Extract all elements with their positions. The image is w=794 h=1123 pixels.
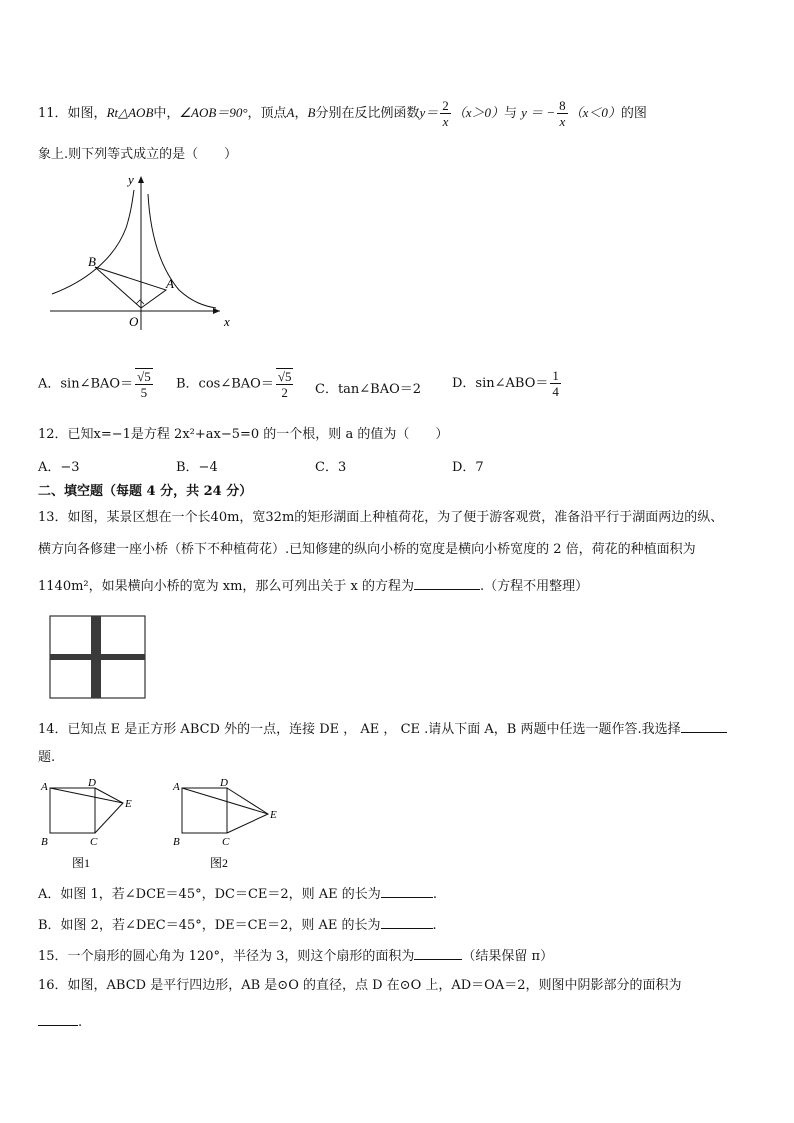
q11-a-den: 5 bbox=[135, 384, 153, 400]
q14-a-answer-blank[interactable] bbox=[381, 883, 433, 898]
q11-d-num: 1 bbox=[552, 368, 559, 383]
q14-option-b-text: B．如图 2，若∠DEC＝45°，DE＝CE＝2，则 AE 的长为 bbox=[38, 918, 381, 933]
q11-f2-num: 8 bbox=[559, 98, 566, 113]
q14-option-a-text: A．如图 1，若∠DCE＝45°，DC＝CE＝2，则 AE 的长为 bbox=[38, 887, 381, 902]
q13-line3-end: .（方程不用整理） bbox=[480, 579, 589, 594]
fig1-label-b: B bbox=[41, 836, 48, 848]
q11-d-prefix: D．sin∠ABO＝ bbox=[452, 376, 549, 391]
q11-a-fraction bbox=[135, 368, 153, 400]
q16-end: . bbox=[78, 1015, 83, 1030]
q11-b-fraction bbox=[276, 368, 294, 400]
q14-choice-blank[interactable] bbox=[681, 718, 727, 733]
q11-point-b: B bbox=[307, 105, 316, 120]
fig1-label-a: A bbox=[41, 781, 48, 793]
q11-option-d bbox=[452, 368, 563, 399]
q13-line2: 横方向各修建一座小桥（桥下不种植荷花）.已知修建的纵向小桥的宽度是横向小桥宽度的 2 倍，荷花的种植面积为 bbox=[38, 542, 696, 557]
q12-stem: 12．已知x=−1是方程 2x²+ax−5=0 的一个根，则 a 的值为（ ） bbox=[38, 427, 449, 442]
fig1-label-e: E bbox=[125, 798, 132, 810]
q14-figure-1 bbox=[38, 776, 148, 870]
q11-f1-den: x bbox=[440, 113, 451, 129]
curve-right bbox=[148, 194, 216, 308]
segment-ae bbox=[50, 788, 123, 803]
q11-text: 分别在反比例函数 bbox=[315, 106, 420, 121]
fig1-label-c: C bbox=[90, 836, 98, 848]
fig2-caption: 图2 bbox=[210, 856, 229, 870]
q11-text: 中， bbox=[153, 106, 180, 121]
label-y: y bbox=[128, 172, 134, 187]
q12-option-a: A．−3 bbox=[38, 460, 80, 475]
q11-f1-num: 2 bbox=[442, 98, 449, 113]
label-x: x bbox=[224, 314, 230, 329]
label-o: O bbox=[129, 314, 139, 329]
q15-note: （结果保留 π） bbox=[462, 949, 554, 964]
q14-figure-2 bbox=[170, 776, 290, 870]
q13-line3-text: 1140m²，如果横向小桥的宽为 xm，那么可列出关于 x 的方程为 bbox=[38, 579, 415, 594]
q14-option-a-end: . bbox=[432, 887, 437, 902]
x-axis-arrow-icon bbox=[213, 308, 220, 314]
q11-text: 如图， bbox=[67, 106, 107, 121]
q11-a-prefix: A．sin∠BAO＝ bbox=[38, 376, 134, 392]
q11-text: 的图 bbox=[620, 106, 647, 121]
right-angle-mark bbox=[136, 300, 144, 304]
segments-de-ce bbox=[95, 788, 123, 833]
fig1-caption: 图1 bbox=[72, 856, 91, 870]
q15-answer-blank[interactable] bbox=[414, 945, 462, 960]
q11-option-a bbox=[38, 368, 155, 400]
q11-option-b bbox=[176, 368, 295, 400]
curve-left bbox=[52, 190, 134, 294]
label-b: B bbox=[88, 254, 96, 269]
q14-line1 bbox=[38, 718, 727, 740]
q14-line1-text: 14．已知点 E 是正方形 ABCD 外的一点，连接 DE ， AE ， CE .请从下面 A，B 两题中任选一题作答.我选择 bbox=[38, 722, 681, 737]
label-a: A bbox=[166, 276, 174, 291]
q11-number: 11． bbox=[38, 106, 68, 121]
q13-line3 bbox=[38, 575, 588, 597]
q14-b-answer-blank[interactable] bbox=[381, 914, 433, 929]
q14-option-b bbox=[38, 914, 437, 936]
q14-option-a bbox=[38, 883, 437, 905]
q11-func1-lhs: y＝ bbox=[419, 105, 439, 120]
q14-line2: 题. bbox=[38, 750, 56, 765]
segments-de-ce-2 bbox=[227, 788, 268, 833]
fig2-label-e: E bbox=[270, 809, 277, 821]
fig2-label-a: A bbox=[173, 781, 180, 793]
q12-option-b: B．−4 bbox=[176, 460, 218, 475]
q11-option-c: C．tan∠BAO＝2 bbox=[315, 382, 422, 397]
q11-point-a: A bbox=[286, 105, 295, 120]
q12-option-d: D．7 bbox=[452, 460, 484, 475]
square-abcd bbox=[50, 788, 95, 833]
horizontal-bridge bbox=[50, 654, 145, 660]
q15-text: 15．一个扇形的圆心角为 120°，半径为 3，则这个扇形的面积为 bbox=[38, 949, 415, 964]
q11-f2-den: x bbox=[557, 113, 568, 129]
q11-text: ， bbox=[294, 106, 308, 121]
q12-option-c: C．3 bbox=[315, 460, 347, 475]
q14-option-b-end: . bbox=[432, 918, 437, 933]
q11-b-prefix: B．cos∠BAO＝ bbox=[176, 376, 274, 392]
fig2-label-b: B bbox=[173, 836, 180, 848]
q11-a-num: √5 bbox=[137, 369, 151, 384]
segment-ae-2 bbox=[182, 788, 268, 814]
fig2-label-c: C bbox=[222, 836, 230, 848]
q16-answer-blank[interactable] bbox=[38, 1011, 78, 1026]
q11-d-den: 4 bbox=[552, 384, 559, 399]
q11-cond2: （x＜0） bbox=[569, 105, 621, 120]
q13-figure bbox=[48, 614, 148, 700]
q11-text: ，顶点 bbox=[247, 106, 287, 121]
triangle-aob bbox=[95, 267, 166, 308]
section-title: 二、填空题（每题 4 分，共 24 分） bbox=[38, 484, 253, 499]
q16-stem: 16．如图，ABCD 是平行四边形，AB 是⊙O 的直径，点 D 在⊙O 上，AD＝OA＝2，则图中阴影部分的面积为 bbox=[38, 978, 682, 993]
q11-b-num: √5 bbox=[277, 369, 292, 384]
q11-cond1: （x＞0） bbox=[452, 105, 505, 120]
q11-b-den: 2 bbox=[276, 384, 294, 400]
q11-triangle: Rt△AOB bbox=[106, 105, 154, 120]
q11-line1 bbox=[38, 98, 647, 129]
q11-fraction-1 bbox=[440, 98, 451, 129]
fig2-label-d: D bbox=[220, 777, 228, 789]
q11-d-fraction bbox=[550, 368, 561, 399]
fig1-label-d: D bbox=[88, 777, 96, 789]
q11-angle: ∠AOB＝90° bbox=[179, 105, 248, 120]
y-axis-arrow-icon bbox=[138, 176, 144, 183]
q13-line1: 13．如图，某景区想在一个长40m，宽32m的矩形湖面上种植荷花，为了便于游客观赏，准备沿平行于湖面两边的纵、 bbox=[38, 510, 724, 525]
q16-line2 bbox=[38, 1011, 82, 1033]
q11-figure bbox=[44, 170, 244, 335]
q13-answer-blank[interactable] bbox=[414, 575, 480, 590]
q11-text: 与 bbox=[504, 106, 518, 121]
q11-func2-lhs: y ＝ − bbox=[521, 105, 556, 120]
q11-fraction-2 bbox=[557, 98, 568, 129]
q11-line2: 象上.则下列等式成立的是（ ） bbox=[38, 147, 238, 162]
q15-stem bbox=[38, 945, 553, 967]
